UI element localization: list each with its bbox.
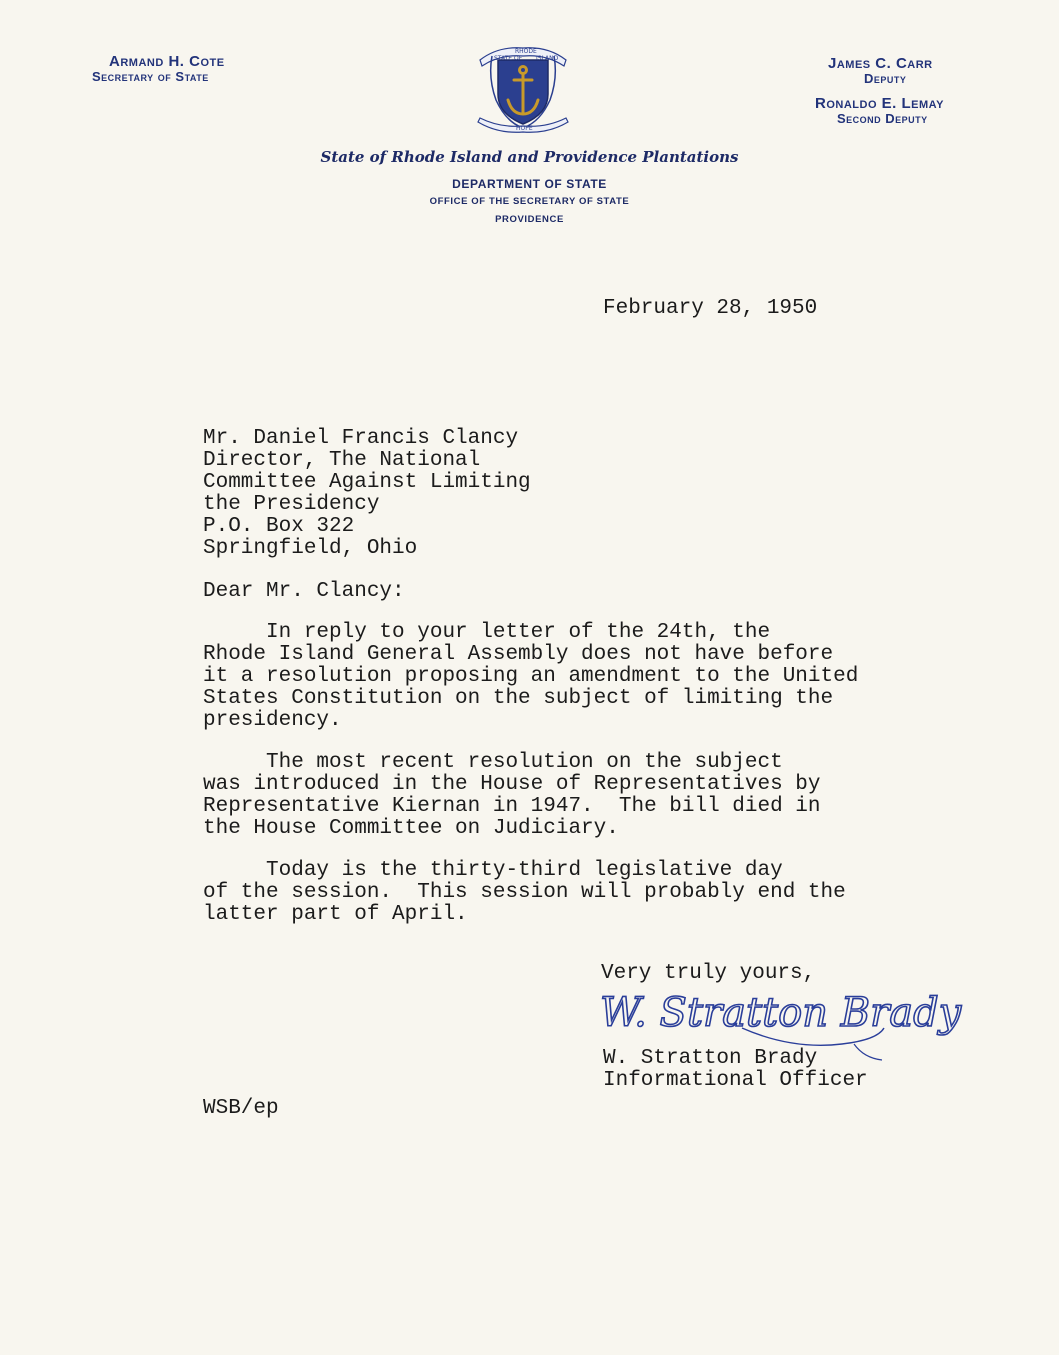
body-line: was introduced in the House of Representatives by [203,773,821,796]
recipient-line: Director, The National [203,449,481,472]
body-line: In reply to your letter of the 24th, the [203,621,771,644]
seal-text-island: ISLAND [536,55,559,62]
signer-name: W. Stratton Brady [603,1047,818,1070]
signer-title: Informational Officer [603,1069,868,1092]
secretary-name: Armand H. Cote [109,53,225,70]
deputy-name: James C. Carr [828,55,933,72]
salutation: Dear Mr. Clancy: [203,580,405,603]
rhode-island-seal-icon [468,38,578,136]
body-line: States Constitution on the subject of limiting the [203,687,834,710]
body-line: Representative Kiernan in 1947. The bill died in [203,795,821,818]
office-name: OFFICE OF THE SECRETARY OF STATE [429,196,630,207]
seal-motto: HOPE [516,125,533,132]
body-line: it a resolution proposing an amendment to the United [203,665,859,688]
body-line: the House Committee on Judiciary. [203,817,619,840]
body-line: presidency. [203,709,342,732]
second-deputy-title: Second Deputy [837,111,928,126]
city-name: PROVIDENCE [495,214,564,225]
secretary-title: Secretary of State [92,69,209,84]
body-line: of the session. This session will probably end the [203,881,846,904]
body-line: latter part of April. [203,903,468,926]
body-line: Today is the thirty-third legislative day [203,859,783,882]
body-line: The most recent resolution on the subject [203,751,783,774]
recipient-line: Committee Against Limiting [203,471,531,494]
signature-script: W. Stratton Brady [600,990,962,1036]
deputy-title: Deputy [864,71,907,86]
typist-initials: WSB/ep [203,1097,279,1120]
second-deputy-name: Ronaldo E. Lemay [815,95,944,112]
seal-text-state-of: STATE OF [494,55,523,62]
recipient-line: P.O. Box 322 [203,515,355,538]
department-name: DEPARTMENT OF STATE [452,177,607,191]
body-line: Rhode Island General Assembly does not have before [203,643,834,666]
closing: Very truly yours, [601,962,816,985]
recipient-line: Mr. Daniel Francis Clancy [203,427,519,450]
seal-text-rhode: RHODE [515,48,537,55]
recipient-line: the Presidency [203,493,380,516]
state-title: State of Rhode Island and Providence Plantations [320,148,739,166]
letter-date: February 28, 1950 [603,297,818,320]
recipient-line: Springfield, Ohio [203,537,418,560]
